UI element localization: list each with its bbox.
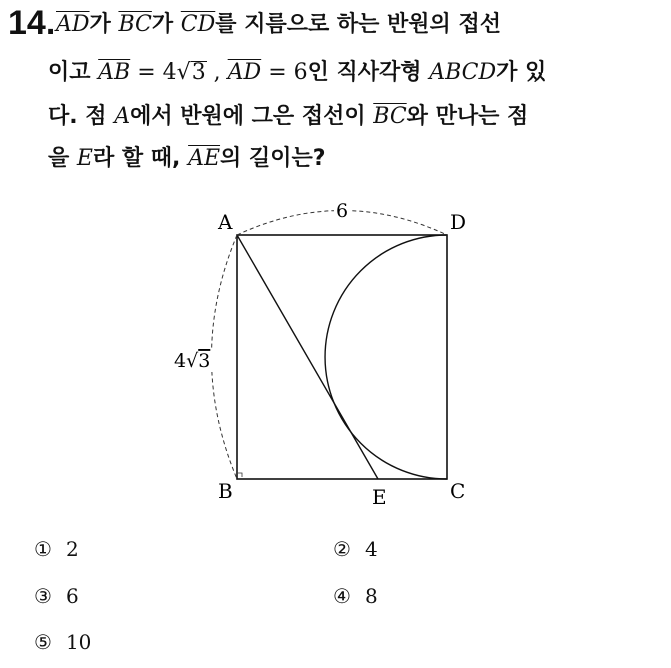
equation: = 6 [261, 60, 308, 85]
question-line-3 [48, 102, 528, 132]
text: 에서 반원에 그은 접선이 [130, 104, 374, 129]
equation: = 4 [130, 60, 177, 85]
choice-2[interactable] [333, 537, 378, 561]
label-d: D [450, 210, 467, 234]
label-e: E [372, 485, 387, 509]
text: 다. 점 [48, 104, 115, 129]
segment-ad: $\overline{AD}$ [227, 60, 262, 85]
segment-bc: $\overline{BC}$ [118, 12, 152, 37]
right-angle-mark [238, 473, 242, 477]
sqrt-sign: √ [176, 60, 191, 85]
choice-5[interactable] [34, 630, 91, 654]
label-c: C [450, 479, 466, 503]
choice-value: 4 [364, 537, 378, 561]
segment-ae: $\overline{AE}$ [188, 146, 221, 171]
question-number: 14. [8, 4, 56, 42]
text: 을 [48, 146, 77, 171]
choice-mark: ① [34, 537, 52, 561]
segment-bc: $\overline{BC}$ [373, 104, 407, 129]
label-b: B [218, 479, 233, 503]
rectangle-name: ABCD [429, 60, 497, 85]
text: 와 만나는 점 [406, 104, 529, 129]
point-e: E [76, 146, 93, 171]
geometry-figure [160, 188, 500, 518]
text: 가 [89, 12, 119, 37]
point-a: A [114, 104, 131, 129]
left-length-label: 4√3 [174, 350, 211, 372]
choice-value: 10 [65, 630, 92, 654]
choice-value: 2 [65, 537, 79, 561]
tangent-line-ae [237, 235, 378, 479]
choice-mark: ③ [34, 584, 52, 608]
text: 인 직사각형 [307, 60, 430, 85]
choice-4[interactable] [333, 584, 378, 608]
question-line-1 [56, 10, 501, 40]
comma: , [206, 60, 228, 85]
text: 라 할 때, [92, 146, 189, 171]
choice-mark: ④ [333, 584, 351, 608]
segment-ab: $\overline{AB}$ [98, 60, 131, 85]
text: 가 있 [496, 60, 547, 85]
text: 를 지름으로 하는 반원의 접선 [215, 12, 501, 37]
sqrt-argument: 3 [191, 60, 206, 85]
text: 가 [151, 12, 181, 37]
segment-cd: $\overline{CD}$ [180, 12, 216, 37]
segment-ad: $\overline{AD}$ [56, 12, 90, 37]
question-line-2 [48, 58, 546, 88]
question-line-4 [48, 144, 325, 174]
label-a: A [218, 210, 233, 234]
choice-mark: ⑤ [34, 630, 52, 654]
top-length-label: 6 [335, 200, 349, 222]
choice-value: 6 [65, 584, 79, 608]
text: 이고 [48, 60, 99, 85]
choice-mark: ② [333, 537, 351, 561]
rectangle-abcd [237, 235, 447, 479]
choice-value: 8 [364, 584, 378, 608]
semicircle [325, 235, 447, 479]
text: 의 길이는? [220, 146, 326, 171]
choice-3[interactable] [34, 584, 79, 608]
choice-1[interactable] [34, 537, 79, 561]
